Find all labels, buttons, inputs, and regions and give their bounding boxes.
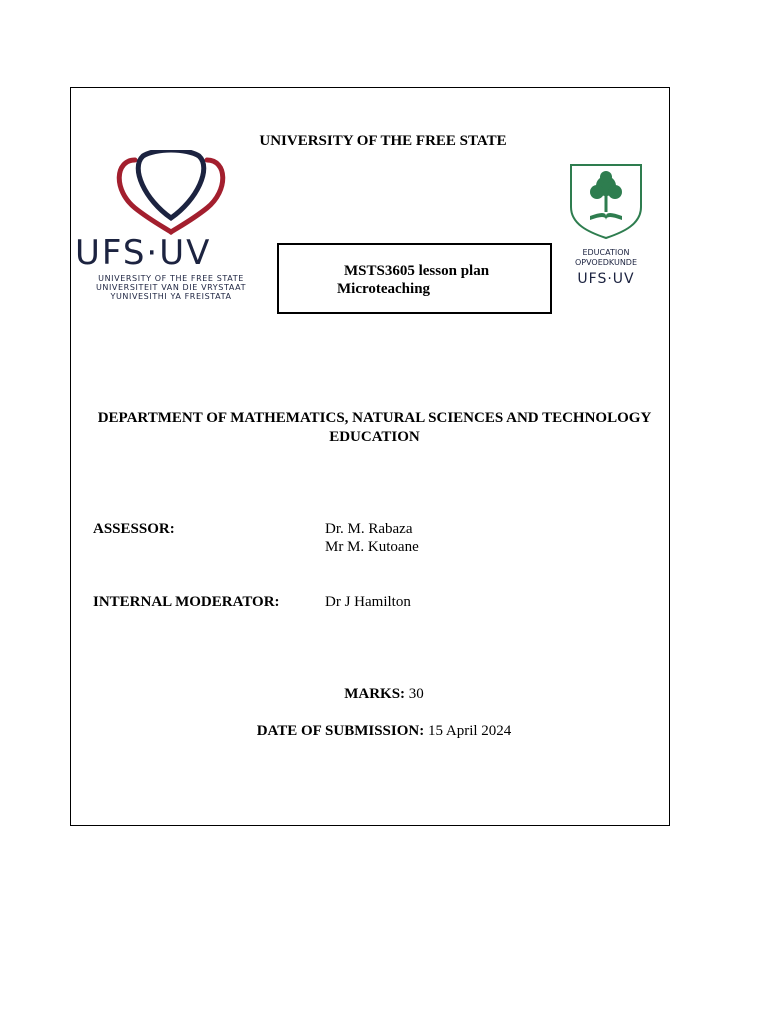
marks-value: 30 bbox=[408, 686, 424, 702]
assessor-name-1: Dr. M. Rabaza bbox=[325, 521, 413, 537]
ufs-line-2: UNIVERSITEIT VAN DIE VRYSTAAT bbox=[95, 283, 247, 292]
department-heading bbox=[82, 409, 667, 447]
course-box bbox=[277, 243, 552, 314]
submission-label: DATE OF SUBMISSION: bbox=[256, 723, 425, 739]
moderator-name: Dr J Hamilton bbox=[325, 594, 411, 610]
ufs-logo bbox=[75, 150, 267, 302]
submission-date: 15 April 2024 bbox=[427, 723, 512, 739]
department-line-1: DEPARTMENT OF MATHEMATICS, NATURAL SCIENCES AND TECHNOLOGY bbox=[97, 410, 652, 426]
edu-line-2: OPVOEDKUNDE bbox=[574, 258, 638, 267]
assessor-name-2: Mr M. Kutoane bbox=[325, 539, 419, 555]
edu-wordmark: UFS·UV bbox=[577, 271, 635, 287]
marks-label: MARKS: bbox=[344, 686, 406, 702]
ufs-line-3: YUNIVESITHI YA FREISTATA bbox=[110, 292, 232, 301]
submission-line bbox=[0, 723, 768, 740]
education-logo bbox=[566, 162, 646, 292]
marks-line bbox=[0, 686, 768, 703]
ufs-logo-icon bbox=[75, 150, 267, 302]
moderator-label: INTERNAL MODERATOR: bbox=[93, 594, 280, 610]
university-title: UNIVERSITY OF THE FREE STATE bbox=[259, 133, 507, 149]
department-line-2: EDUCATION bbox=[329, 429, 420, 445]
assessor-label: ASSESSOR: bbox=[93, 521, 175, 537]
ufs-wordmark: UFS·UV bbox=[75, 233, 212, 273]
education-tree-icon bbox=[566, 162, 646, 292]
ufs-line-1: UNIVERSITY OF THE FREE STATE bbox=[98, 274, 244, 283]
course-code: MSTS3605 lesson plan bbox=[344, 263, 490, 279]
course-subtitle: Microteaching bbox=[337, 281, 431, 297]
edu-line-1: EDUCATION bbox=[582, 248, 630, 257]
